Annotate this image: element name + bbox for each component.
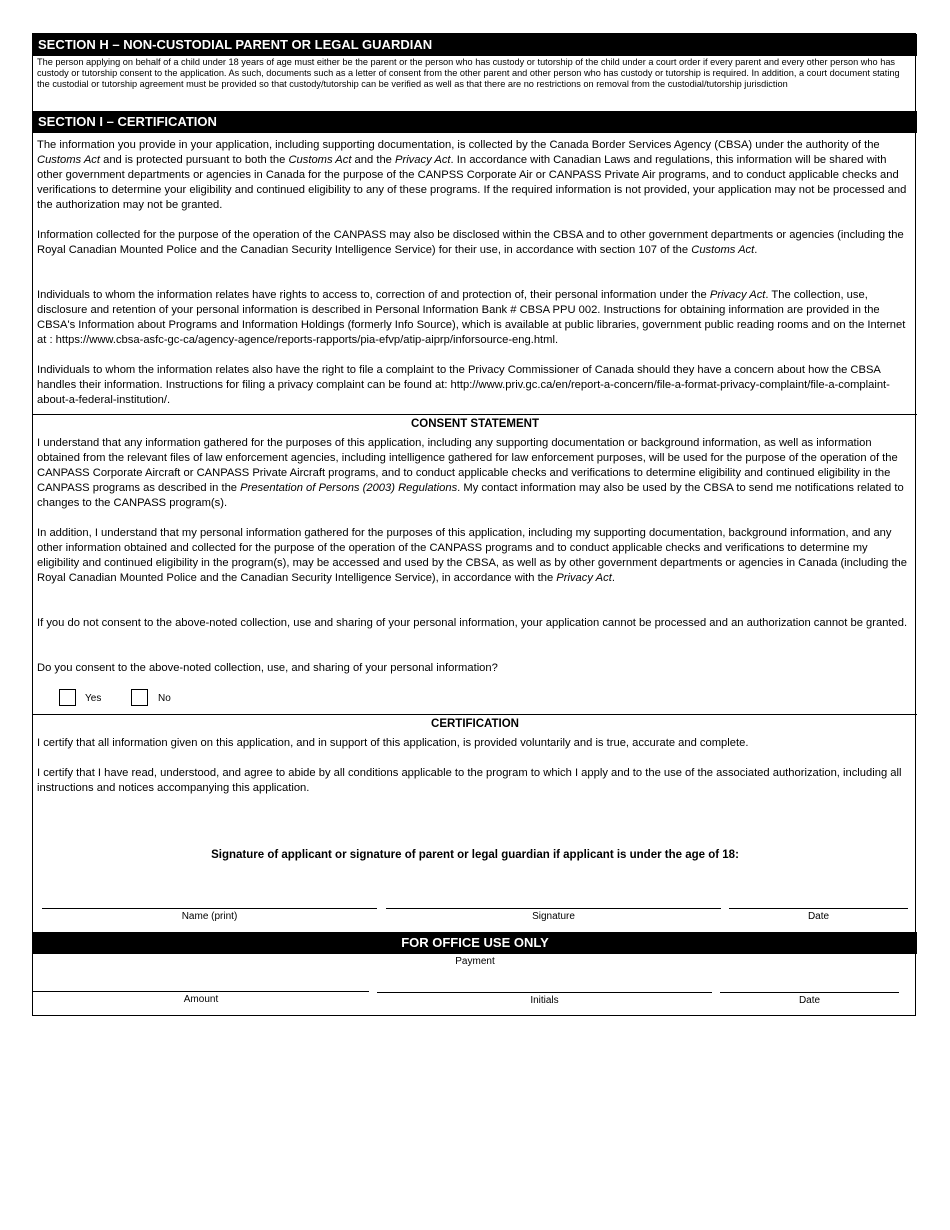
consent-no-checkbox[interactable] bbox=[131, 689, 148, 706]
consent-title: CONSENT STATEMENT bbox=[411, 418, 539, 430]
section-h-title: SECTION H – NON-CUSTODIAL PARENT OR LEGAL GUARDIAN bbox=[38, 37, 433, 52]
section-h-body: The person applying on behalf of a child under 18 years of age must either be the parent or the person who has custody or tutorship of the child under a court order if every parent and every other person who has custody or tutorship consent to the application. As such, documents such as a letter of consent from the other parent and other person who has custody or tutorship is required. In addition, a court document stating the custodial or tutorship agreement must be provided so that custody/tutorship can be verified as well as that there are no restrictions on removal from the custodial/tutorship jurisdiction bbox=[37, 57, 900, 89]
signature-heading: Signature of applicant or signature of parent or legal guardian if applicant is under the age of 18: bbox=[211, 849, 739, 861]
consent-paragraph-3: If you do not consent to the above-noted collection, use and sharing of your personal information, your application cannot be processed and an authorization cannot be granted. bbox=[37, 617, 908, 629]
consent-question: Do you consent to the above-noted collection, use, and sharing of your personal information? bbox=[37, 662, 498, 674]
certification-title: CERTIFICATION bbox=[431, 718, 519, 730]
initials-label: Initials bbox=[530, 995, 559, 1006]
section-i-paragraph-4: Individuals to whom the information relates also have the right to file a complaint to the Privacy Commissioner of Canada should they have a concern about how the CBSA handles their information. Instructions for filing a privacy complaint can be found at: http://www.priv.gc.ca/en/report-a-concern/file-a-format-privacy-complaint/file-a-complaint-about-a-federal-institution/. bbox=[37, 364, 890, 406]
consent-no-label: No bbox=[158, 693, 171, 704]
name-print-line[interactable] bbox=[42, 908, 377, 909]
initials-line[interactable] bbox=[377, 992, 712, 993]
signature-label: Signature bbox=[532, 911, 575, 922]
section-i-title: SECTION I – CERTIFICATION bbox=[38, 114, 217, 129]
office-use-title: FOR OFFICE USE ONLY bbox=[401, 935, 549, 950]
section-i-paragraph-2: Information collected for the purpose of the operation of the CANPASS may also be disclosed within the CBSA and to other government departments or agencies (including the Royal Canadian Mounted Police and the Canadian Security Intelligence Service) for their use, in accordance with section 107 of the Customs Act. bbox=[37, 229, 904, 256]
consent-yes-label: Yes bbox=[85, 693, 102, 704]
section-i-paragraph-1: The information you provide in your application, including supporting documentation, is collected by the Canada Border Services Agency (CBSA) under the authority of the Customs Act and is protected pursuant to both the Customs Act and the Privacy Act. In accordance with Canadian Laws and regulations, this information will be shared with other government departments or agencies in Canada for the purpose of the CANPSS Corporate Air or CANPASS Private Air programs, and to conduct applicable checks and verifications to determine your eligibility and continued eligibility to any of these programs. If the required information is not provided, your application may not be processed and the authorization may not be granted. bbox=[37, 139, 907, 211]
consent-paragraph-1: I understand that any information gathered for the purposes of this application, including any supporting documentation or background information, as well as information obtained from the relevant files of law enforcement agencies, including intelligence gathered for law enforcement purposes, will be used for the purpose of the operation of the CANPASS Corporate Aircraft or CANPASS Private Aircraft programs, and to conduct applicable checks and verifications to determine eligibility and continued eligibility in the CANPASS programs as described in the Presentation of Persons (2003) Regulations. My contact information may also be used by the CBSA to send me notifications related to changes to the CANPASS program(s). bbox=[37, 437, 904, 509]
certification-paragraph-2: I certify that I have read, understood, and agree to abide by all conditions applicable to the program to which I apply and to the use of the associated authorization, including all instructions and notices accompanying this application. bbox=[37, 767, 902, 794]
divider bbox=[33, 714, 917, 715]
section-i-header bbox=[33, 111, 917, 133]
divider bbox=[33, 414, 917, 415]
amount-label: Amount bbox=[183, 994, 219, 1005]
office-date-line[interactable] bbox=[720, 992, 899, 993]
office-use-header bbox=[33, 932, 917, 954]
certification-paragraph-1: I certify that all information given on this application, and in support of this application, is provided voluntarily and is true, accurate and complete. bbox=[37, 737, 749, 749]
form-page bbox=[32, 33, 916, 1016]
date-label: Date bbox=[807, 911, 830, 922]
payment-label: Payment bbox=[455, 956, 495, 967]
amount-line[interactable] bbox=[33, 991, 369, 992]
name-print-label: Name (print) bbox=[181, 911, 238, 922]
consent-paragraph-2: In addition, I understand that my personal information gathered for the purposes of this application, including my supporting documentation, background information, and any other information obtained and collected for the purpose of the operation of the CANPASS programs and to conduct applicable checks and verifications to determine my eligibility and continued eligibility in the program(s), may be accessed and used by the CBSA, as well as by other government departments or agencies in Canada (including the Royal Canadian Mounted Police and the Canadian Security Intelligence Service), in accordance with the Privacy Act. bbox=[37, 527, 907, 584]
section-h-header bbox=[33, 34, 917, 56]
office-date-label: Date bbox=[798, 995, 821, 1006]
section-i-paragraph-3: Individuals to whom the information relates have rights to access to, correction of and protection of, their personal information under the Privacy Act. The collection, use, disclosure and retention of your personal information is described in Personal Information Bank # CBSA PPU 002. Instructions for obtaining information are provided in the CBSA's Information about Programs and Information Holdings (formerly Info Source), which is available at public libraries, government public reading rooms and on the Internet at : https://www.cbsa-asfc-gc-ca/agency-agence/reports-rapports/pia-efvp/atip-aiprp/inforsource-eng.html. bbox=[37, 289, 906, 346]
consent-yes-checkbox[interactable] bbox=[59, 689, 76, 706]
date-line[interactable] bbox=[729, 908, 908, 909]
signature-line[interactable] bbox=[386, 908, 721, 909]
